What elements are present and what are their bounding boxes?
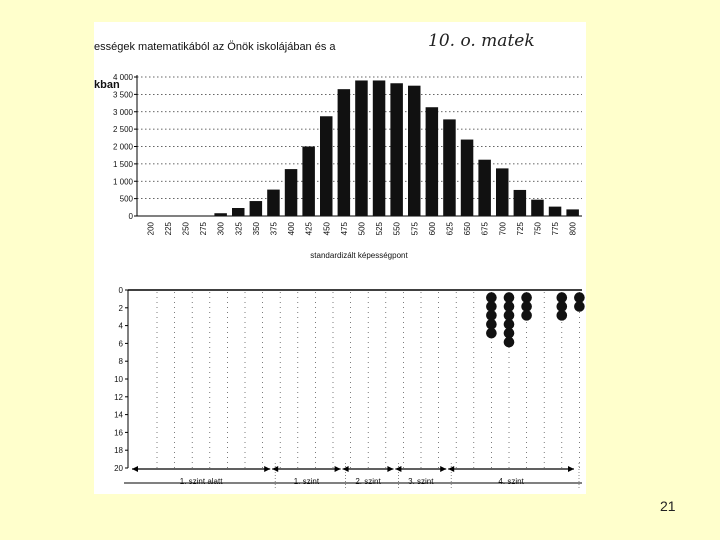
x-tick-label: 500 — [357, 222, 367, 236]
level-label: 1. szint — [293, 477, 320, 486]
x-tick-label: 750 — [533, 222, 543, 236]
x-tick-label: 575 — [410, 222, 420, 236]
dot-700 — [504, 337, 515, 348]
handwritten-note: 10. o. matek — [428, 31, 535, 51]
y-tick-label: 4 000 — [112, 73, 133, 82]
x-tick-label: 450 — [322, 222, 332, 236]
slide-number: 21 — [660, 498, 676, 514]
x-tick-label: 475 — [339, 222, 349, 236]
y-tick-label: 2 000 — [112, 142, 133, 152]
x-tick-label: 425 — [304, 222, 314, 236]
y-tick-label: 12 — [114, 392, 123, 402]
x-tick-label: 700 — [498, 222, 508, 236]
x-tick-label: 350 — [251, 222, 261, 236]
chart-title-line-1: ességek matematikából az Önök iskolájában és a — [94, 41, 336, 53]
dot-675 — [486, 328, 497, 339]
y-tick-label: 20 — [114, 464, 123, 473]
x-tick-label: 400 — [287, 222, 297, 236]
y-tick-label: 6 — [118, 339, 123, 349]
x-tick-label: 725 — [515, 222, 525, 236]
dot-775 — [557, 310, 568, 321]
level-arrow-right — [440, 466, 446, 472]
y-tick-label: 2 500 — [112, 125, 133, 135]
x-tick-label: 600 — [427, 222, 437, 236]
y-tick-label: 2 — [118, 303, 123, 313]
x-tick-label: 300 — [216, 222, 226, 236]
x-tick-label: 800 — [568, 222, 578, 236]
level-arrow-left — [132, 466, 138, 472]
x-tick-label: 650 — [463, 222, 473, 236]
y-tick-label: 14 — [114, 410, 123, 420]
dot-plot-chart — [94, 22, 586, 494]
x-tick-label: 550 — [392, 222, 402, 236]
level-label: 4. szint — [498, 477, 524, 486]
y-tick-label: 4 — [118, 321, 123, 331]
level-arrow-right — [568, 466, 574, 472]
level-label: 1. szint alatt — [179, 477, 223, 486]
level-label: 3. szint — [408, 477, 434, 486]
y-tick-label: 3 500 — [112, 90, 133, 100]
y-tick-label: 1 500 — [112, 159, 133, 169]
x-axis-label: standardizált képességpont — [310, 251, 408, 260]
x-tick-label: 325 — [234, 222, 244, 236]
y-tick-label: 10 — [114, 375, 123, 384]
x-tick-label: 225 — [163, 222, 173, 236]
y-tick-label: 18 — [114, 446, 123, 456]
chart-title-line-2: kban — [94, 79, 120, 91]
x-tick-label: 375 — [269, 222, 279, 236]
y-tick-label: 0 — [118, 286, 123, 295]
level-arrow-right — [264, 466, 270, 472]
y-tick-label: 16 — [114, 428, 123, 438]
x-tick-label: 200 — [146, 222, 156, 236]
x-tick-label: 275 — [199, 222, 209, 236]
scanned-figure — [94, 22, 586, 494]
x-tick-label: 250 — [181, 222, 191, 236]
y-tick-label: 8 — [118, 357, 123, 367]
x-tick-label: 525 — [375, 222, 385, 236]
x-tick-label: 625 — [445, 222, 455, 236]
dot-800 — [574, 301, 585, 312]
x-tick-label: 775 — [551, 222, 561, 236]
level-label: 2. szint — [355, 477, 381, 486]
dot-725 — [521, 310, 532, 321]
y-tick-label: 1 000 — [112, 177, 133, 187]
x-tick-label: 675 — [480, 222, 490, 236]
y-tick-label: 500 — [119, 194, 133, 204]
y-tick-label: 0 — [128, 212, 133, 221]
level-arrow-right — [387, 466, 393, 472]
y-tick-label: 3 000 — [112, 107, 133, 117]
level-arrow-right — [335, 466, 341, 472]
